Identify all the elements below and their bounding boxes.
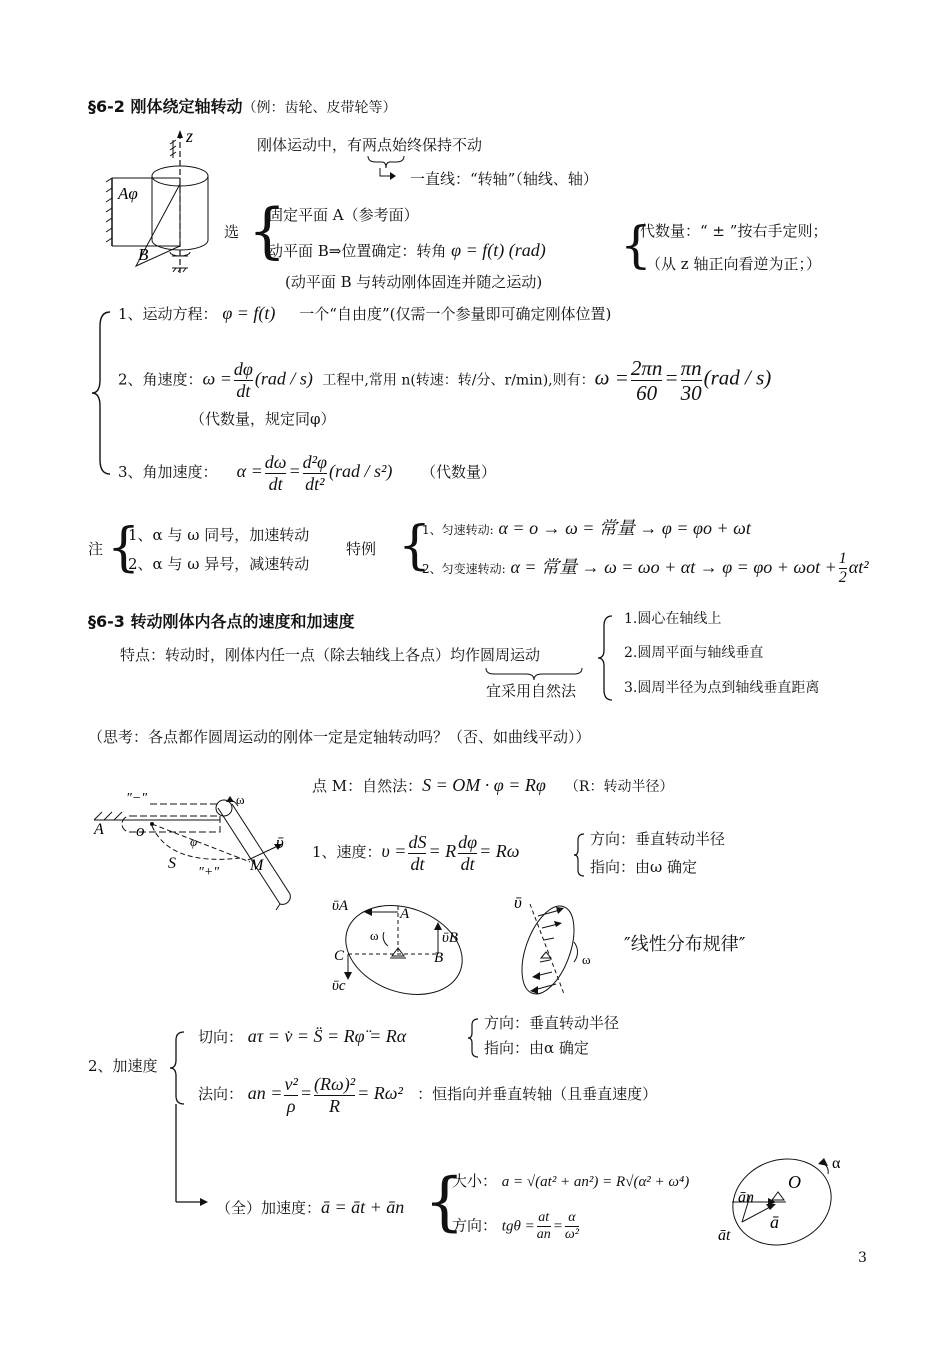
natural-method: 宜采用自然法 [486,682,577,700]
plane-a-label: Aφ [118,184,138,203]
velocity-dir-1: 方向：垂直转动半径 [590,830,726,848]
plane-b-label: B [138,245,149,264]
equation-2: 2、角速度：ω = $\frac{d\varphi}{dt}$ (rad / s) 工程中,常用 n(转速：转/分、r/min),则有：ω = $\frac{2\pi n}{60}$ = $\frac{\pi n}{30}$ (rad / s) [118,356,772,406]
direction-line: 方向： tgθ = $\frac{at}{an}$ = $\frac{\alpha}{\text{ω²}}$ [452,1210,579,1243]
vc-label: ῡc [332,978,346,994]
feature-text: 特点：转动时，刚体内任一点（除去轴线上各点）均作圆周运动 [120,646,541,664]
fig5-an-label: ān [738,1189,754,1206]
point-m-label: M [250,857,264,874]
velocity-v-label: ῡ [276,833,284,852]
note-2: 2、α 与 ω 异号，减速转动 [128,555,310,573]
special-1: 1、匀速转动: α = o → ω = 常量 → φ = φo + ωt [422,518,751,538]
arrow-total [176,1196,210,1208]
equation-2-sub: （代数量，规定同φ） [190,410,336,428]
velocity-dir-2: 指向：由ω 确定 [590,858,698,876]
note-label: 注 [88,540,104,558]
point-a-label: A [94,821,104,838]
moving-plane: 动平面 B⇒位置确定：转角 φ = f(t) (rad) [268,240,546,260]
magnitude-line: 大小： a = √(at² + an²) = R√(α² + ω⁴) [452,1172,690,1190]
linear-omega-label: ω [582,952,591,967]
point-m-line: 点 M：自然法：S = OM · φ = Rφ （R：转动半径） [312,775,674,795]
attached-note: (动平面 B 与转动刚体固连并随之运动) [285,273,543,291]
vb-label: ῡB [442,930,459,946]
tangential-dir-1: 方向：垂直转动半径 [484,1014,620,1032]
omega-label: ω [236,792,245,807]
section-6-2-title: §6-2 刚体绕定轴转动（例：齿轮、皮带轮等） [88,97,397,116]
circle-prop-1: 1.圆心在轴线上 [624,611,722,627]
fig5-alpha-label: α [832,1155,841,1172]
circle-prop-2: 2.圆周平面与轴线垂直 [624,645,764,661]
linear-v-label: ῡ [514,893,522,912]
brace-special: { [398,516,432,576]
brace-velocity [572,830,586,880]
disk-point-b: B [434,950,444,966]
underbrace-two-points [366,154,406,178]
disk-point-c: C [334,948,345,964]
fig5-at-label: āt [718,1227,731,1244]
section-6-3-title: §6-3 转动刚体内各点的速度和加速度 [88,612,355,631]
circle-prop-3: 3.圆周半径为点到轴线垂直距离 [624,680,820,696]
brace-choose: { [248,196,287,266]
choose-label: 选 [224,223,240,241]
brace-tangential [466,1016,480,1060]
point-m-figure [90,786,300,914]
special-label: 特例 [346,540,377,558]
brace-circle-props [596,612,616,704]
from-z-note: （从 z 轴正向看逆为正；） [646,255,821,273]
disk-omega: ω [370,928,379,943]
axis-line-text: 一直线：“转轴”（轴线、轴） [410,170,598,188]
minus-label: ″−″ [126,791,148,806]
note-1: 1、α 与 ω 同号，加速转动 [128,526,310,544]
point-o-label: o [136,821,145,840]
axis-z-label: z [186,126,194,146]
think-text: （思考：各点都作圆周运动的刚体一定是定轴转动吗？（否、如曲线平动）） [88,728,591,746]
total-acceleration-figure [712,1146,862,1250]
brace-notes: { [107,518,141,578]
page-number: 3 [858,1250,867,1266]
total-acceleration: （全）加速度：ā = āt + ān [216,1197,405,1217]
acceleration-label: 2、加速度 [88,1057,158,1075]
fixed-plane: 固定平面 A（参考面） [268,206,419,224]
disk-point-a: A [400,906,410,922]
fig5-o-label: O [788,1172,801,1192]
intro-text: 刚体运动中，有两点始终保持不动 [257,136,483,154]
fig5-a-label: ā [770,1212,779,1232]
algebraic-note: 代数量：“ ± ”按右手定则； [640,222,828,240]
plus-label: ″+″ [198,865,220,880]
linear-distribution-figure [508,894,608,998]
arc-s-label: S [168,855,176,872]
normal-line: 法向： an = $\frac{\text{v²}}{\rho}$ = $\frac{\text{(Rω)²}}{R}$ = Rω² ：恒指向并垂直转轴（且垂直速度） [198,1074,658,1116]
va-label: ῡA [332,898,349,914]
velocity-formula: 1、速度：υ = $\frac{dS}{dt}$ = R $\frac{d\varphi}{dt}$ = Rω [312,832,520,874]
brace-total: { [424,1165,465,1239]
rigid-body-axis-figure [100,128,220,278]
special-2: 2、匀变速转动: α = 常量 → ω = ωo + αt → φ = φo + ωot + $\frac{1}{2}$ αt² [422,550,869,587]
tangential-line: 切向： aτ = v̇ = S̈ = Rφ̈ = Rα [198,1026,407,1046]
phi-label: φ [190,834,198,849]
brace-acceleration [168,1026,188,1206]
equation-3: 3、角加速度： α = $\frac{d\omega}{dt}$ = $\frac{\text{d²φ}}{\text{dt²}}$ (rad / s²) （代数量） [118,452,496,494]
underbrace-circular [484,666,584,682]
brace-equations [90,300,120,486]
linear-distribution-label: ″线性分布规律″ [624,934,746,955]
brace-algebraic: { [620,216,652,274]
tangential-dir-2: 指向：由α 确定 [484,1039,589,1057]
equation-1: 1、运动方程： φ = f(t) 一个“自由度”(仅需一个参量即可确定刚体位置) [118,303,612,323]
disk-velocity-figure [328,896,468,996]
